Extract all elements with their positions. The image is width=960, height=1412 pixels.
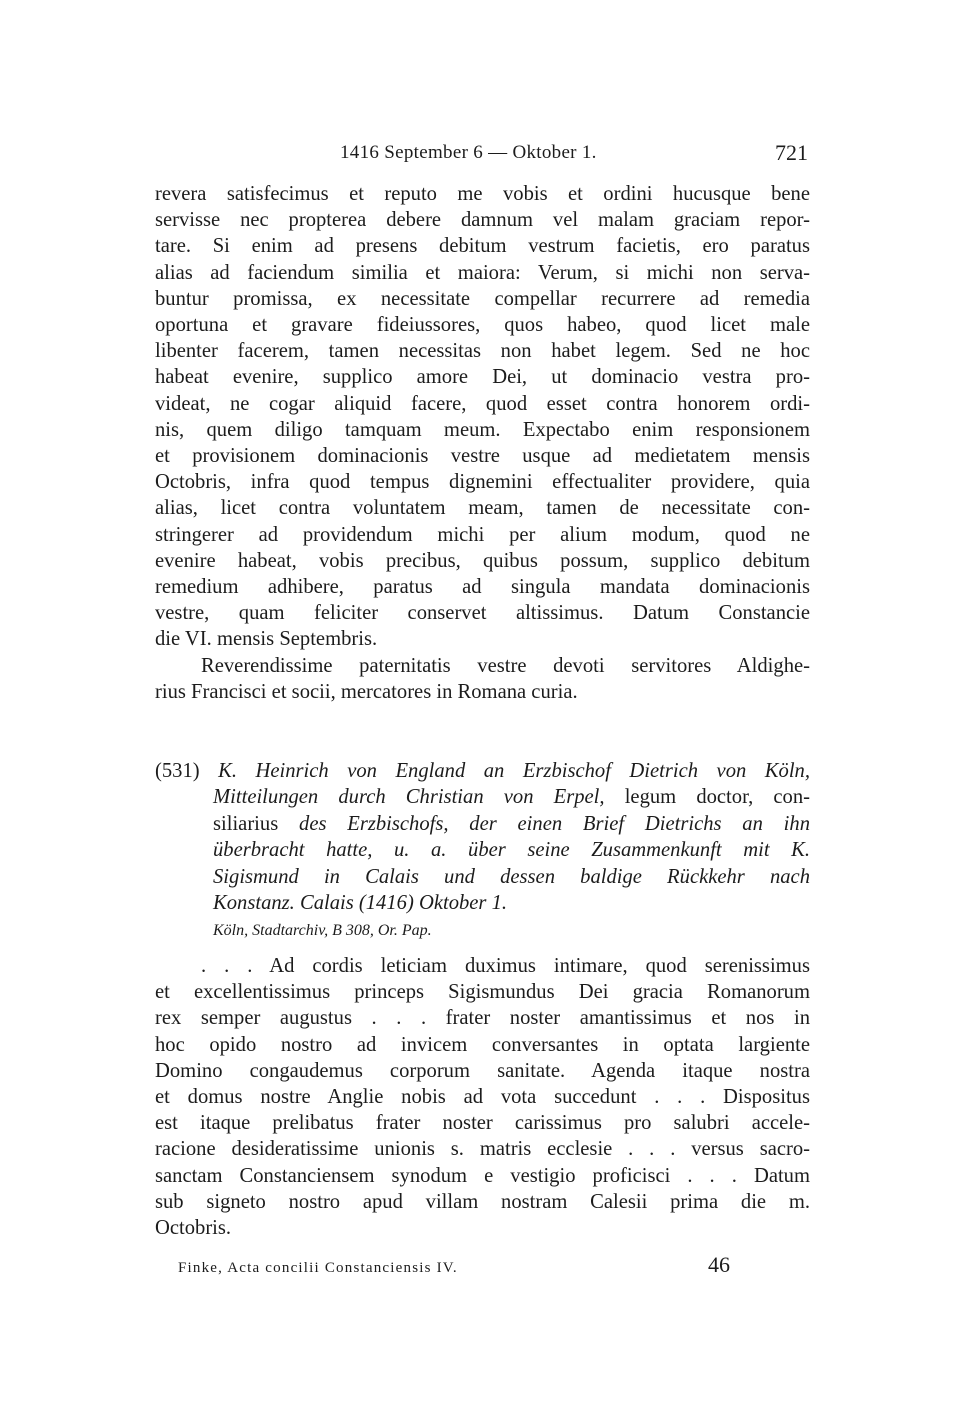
entry-heading-line: Mitteilungen durch Christian von Erpel, legum doctor, con- xyxy=(213,786,810,809)
text-line: et excellentissimus princeps Sigismundus Dei gracia Romanorum xyxy=(155,981,810,1004)
text-line: sub signeto nostro apud villam nostram Calesii prima die m. xyxy=(155,1190,810,1213)
text-line: evenire habeat, vobis precibus, quibus possum, supplico debitum xyxy=(155,549,810,572)
text-line: racione desideratissime unionis s. matris ecclesie . . . versus sacro- xyxy=(155,1138,810,1161)
text-line: et domus nostre Anglie nobis ad vota succedunt . . . Dispositus xyxy=(155,1086,810,1109)
text-line: alias ad faciendum similia et maiora: Verum, si michi non serva- xyxy=(155,261,810,284)
text-line: nis, quem diligo tamquam meum. Expectabo enim responsionem xyxy=(155,418,810,441)
entry-heading-line: Sigismund in Calais und dessen baldige Rückkehr nach xyxy=(213,865,810,888)
text-line: sanctam Constanciensem synodum e vestigio proficisci . . . Datum xyxy=(155,1164,810,1187)
text-line: libenter facerem, tamen necessitas non habet legem. Sed ne hoc xyxy=(155,340,810,363)
text-line: tare. Si enim ad presens debitum vestrum facietis, ero paratus xyxy=(155,235,810,258)
text-line: videat, ne cogar aliquid facere, quod esset contra honorem ordi- xyxy=(155,392,810,415)
archival-source: Köln, Stadtarchiv, B 308, Or. Pap. xyxy=(213,922,432,939)
entry-number: (531) xyxy=(155,760,200,782)
entry-heading xyxy=(155,758,810,916)
letter-continuation xyxy=(155,181,810,705)
text-line: habeat evenire, supplico amore Dei, ut dominacio vestra pro- xyxy=(155,366,810,389)
running-title: 1416 September 6 — Oktober 1. xyxy=(340,142,597,163)
text-line: remedium adhibere, paratus ad singula mandata dominacionis xyxy=(155,576,810,599)
entry-title: K. Heinrich von England an Erzbischof Dietrich von Köln, xyxy=(218,760,810,782)
running-head xyxy=(155,140,808,170)
text-line: . . . Ad cordis leticiam duximus intimare, quod serenissimus xyxy=(201,955,810,977)
entry-heading-line: überbracht hatte, u. a. über seine Zusammenkunft mit K. xyxy=(213,839,810,862)
text-line: Domino congaudemus corporum sanitate. Agenda itaque nostra xyxy=(155,1059,810,1082)
text-line: hoc opido nostro ad invicem conversantes in optata largiente xyxy=(155,1033,810,1056)
text-line: Octobris, infra quod tempus dignemini effectualiter providere, quia xyxy=(155,471,810,494)
entry-heading-line xyxy=(155,758,810,784)
text-line: servisse nec propterea debere damnum vel malam graciam repor- xyxy=(155,209,810,232)
page-footer xyxy=(178,1252,730,1282)
text-line: alias, licet contra voluntatem meam, tamen de necessitate con- xyxy=(155,497,810,520)
text-line: die VI. mensis Septembris. xyxy=(155,628,378,651)
sheet-number: 46 xyxy=(708,1252,730,1277)
text-line: est itaque prelibatus frater noster carissimus pro salubri accele- xyxy=(155,1112,810,1135)
text-line: rex semper augustus . . . frater noster amantissimus et nos in xyxy=(155,1007,810,1030)
footer-citation: Finke, Acta concilii Constanciensis IV. xyxy=(178,1260,458,1276)
text-line: stringerer ad providendum michi per alium modum, quod ne xyxy=(155,523,810,546)
entry-body xyxy=(155,953,810,1241)
text-line: et provisionem dominacionis vestre usque ad medietatem mensis xyxy=(155,445,810,468)
entry-heading-line: siliarius des Erzbischofs, der einen Brief Dietrichs an ihn xyxy=(213,812,811,835)
signature-line: Reverendissime paternitatis vestre devoti servitores Aldighe- xyxy=(201,654,810,677)
text-line: vestre, quam feliciter conservet altissimus. Datum Constancie xyxy=(155,602,810,625)
text-line: buntur promissa, ex necessitate compellar recurrere ad remedia xyxy=(155,287,810,310)
text-line: Octobris. xyxy=(155,1217,232,1240)
text-line: revera satisfecimus et reputo me vobis et ordini hucusque bene xyxy=(155,183,810,205)
text-line: oportuna et gravare fideiussores, quos habeo, quod licet male xyxy=(155,314,810,337)
page-number: 721 xyxy=(775,140,808,165)
entry-heading-line: Konstanz. Calais (1416) Oktober 1. xyxy=(213,892,508,915)
signature-line: rius Francisci et socii, mercatores in Romana curia. xyxy=(155,680,578,703)
